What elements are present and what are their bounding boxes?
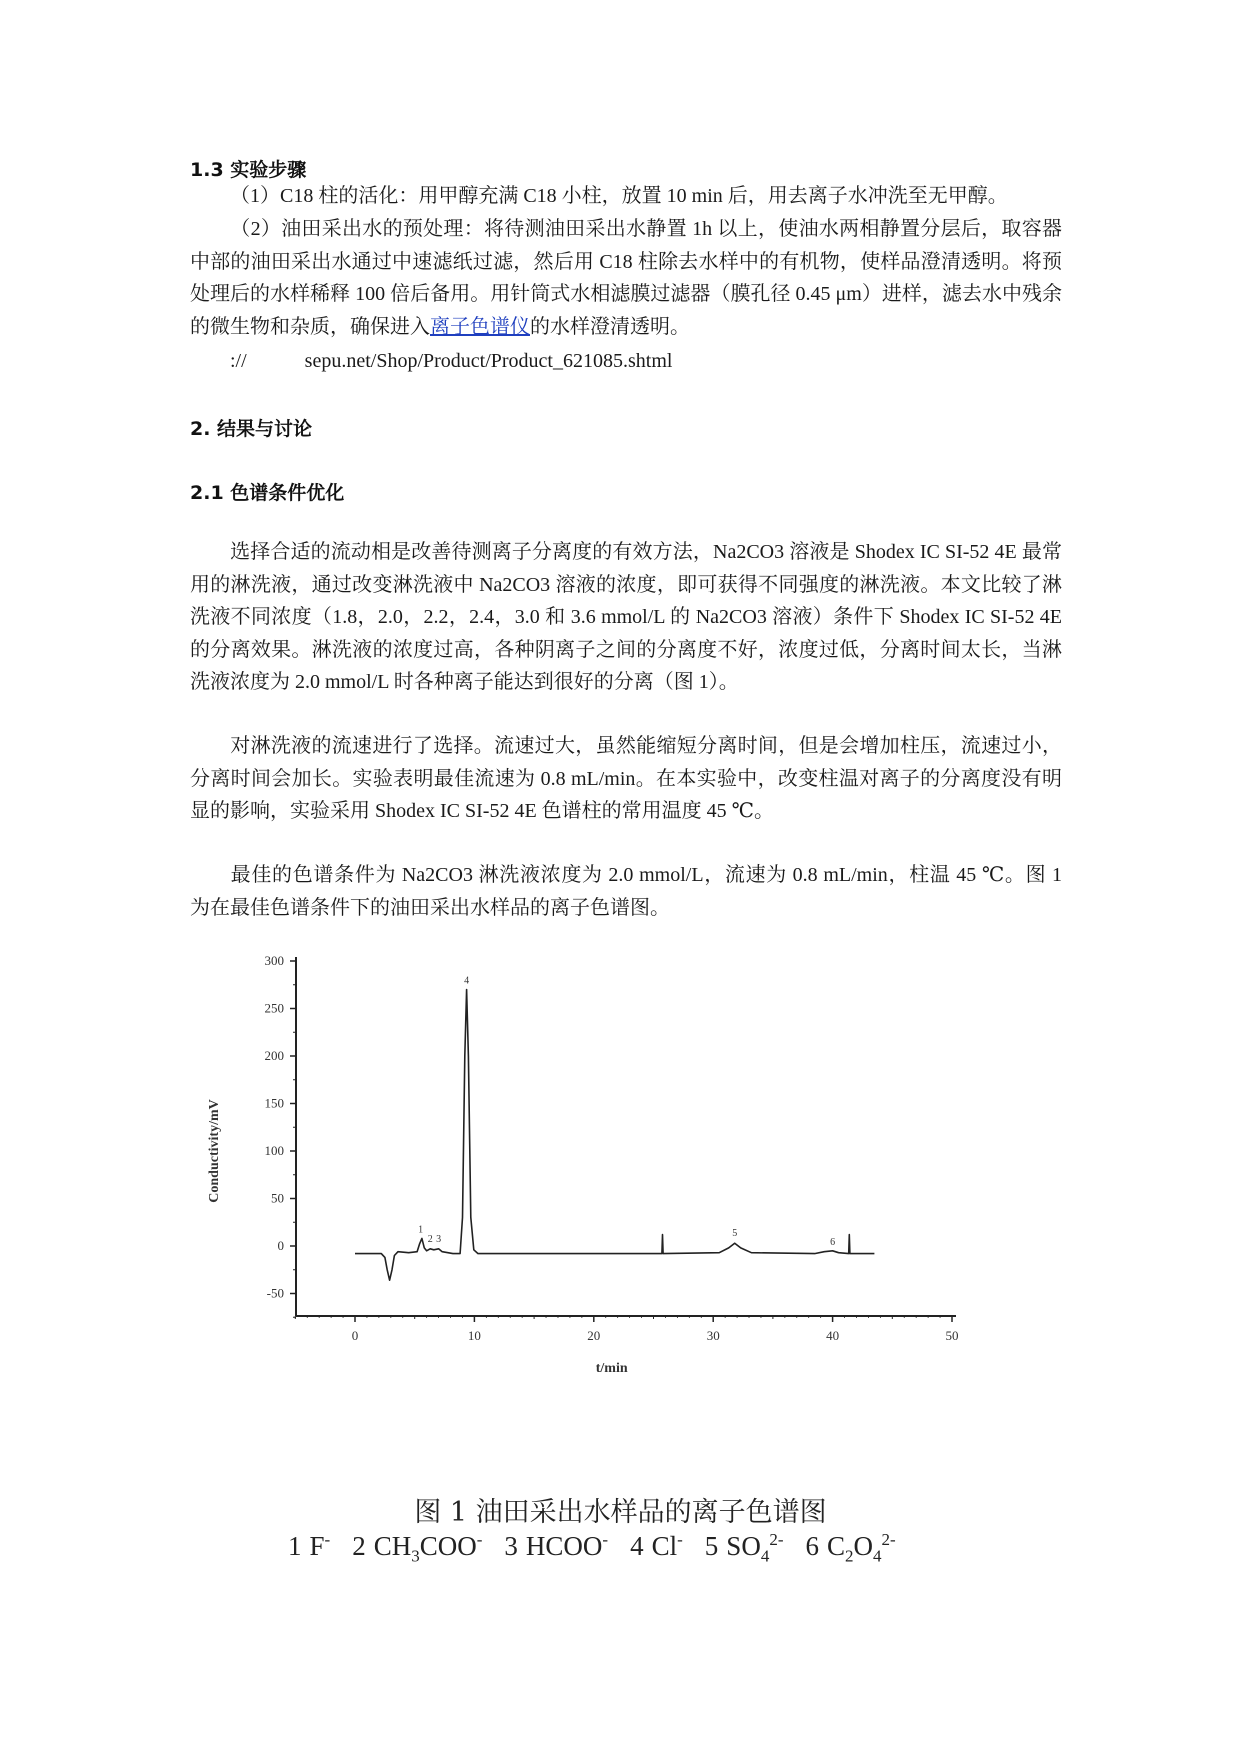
url-prefix: :// bbox=[230, 350, 247, 372]
peak-label-3: 3 bbox=[436, 1233, 442, 1245]
legend-item-2 bbox=[352, 1530, 483, 1566]
x-tick-label: 0 bbox=[351, 1328, 359, 1343]
section-heading-1-3: 1.3 实验步骤 bbox=[190, 159, 307, 181]
figure-caption: 图 1 油田采出水样品的离子色谱图 bbox=[414, 1497, 827, 1528]
x-tick-label: 20 bbox=[587, 1328, 601, 1343]
legend-ion: F- bbox=[309, 1530, 331, 1561]
section-heading-2: 2. 结果与讨论 bbox=[190, 418, 313, 440]
legend-number: 4 bbox=[630, 1531, 644, 1561]
paragraph-3-text: 最佳的色谱条件为 Na2CO3 淋洗液浓度为 2.0 mmol/L，流速为 0.8 mL/min，柱温 45 ℃。图 1 为在最佳色谱条件下的油田采出水样品的离子色谱图。 bbox=[190, 864, 1062, 919]
step-2-text: （2）油田采出水的预处理：将待测油田采出水静置 1h 以上，使油水两相静置分层后，取容器中部的油田采出水通过中速滤纸过滤，然后用 C18 柱除去水样中的有机物，使样品澄清透明。将预处理后的水样稀释 100 倍后备用。用针筒式水相滤膜过滤器（膜孔径 0.45 μm）进样，滤去水中残余的微生物和杂质，确保进入 bbox=[190, 218, 1062, 338]
peak-label-6: 6 bbox=[830, 1236, 836, 1248]
legend-item-4 bbox=[630, 1531, 683, 1561]
y-tick-label: 300 bbox=[264, 953, 284, 968]
legend-ion: HCOO- bbox=[525, 1530, 609, 1561]
x-tick-label: 40 bbox=[826, 1328, 840, 1343]
peak-label-1: 1 bbox=[418, 1224, 424, 1236]
legend-item-5 bbox=[704, 1530, 784, 1566]
ion-chromatograph-link[interactable]: 离子色谱仪 bbox=[430, 315, 530, 338]
legend-number: 6 bbox=[805, 1531, 819, 1561]
legend-item-6 bbox=[805, 1530, 896, 1566]
section-heading-2-1: 2.1 色谱条件优化 bbox=[190, 482, 345, 504]
paragraph-2-text: 对淋洗液的流速进行了选择。流速过大，虽然能缩短分离时间，但是会增加柱压，流速过小，分离时间会加长。实验表明最佳流速为 0.8 mL/min。在本实验中，改变柱温对离子的分离度没有明显的影响，实验采用 Shodex IC SI-52 4E 色谱柱的常用温度 45 ℃。 bbox=[190, 735, 1062, 822]
legend-ion: Cl- bbox=[651, 1530, 683, 1561]
chromatogram-trace bbox=[355, 990, 874, 1281]
ion-legend bbox=[288, 1530, 918, 1566]
step-2-text-end: 的水样澄清透明。 bbox=[530, 315, 690, 338]
legend-ion: $CH_3COO^-$ bbox=[373, 1530, 483, 1566]
y-tick-label: 150 bbox=[264, 1095, 284, 1111]
x-tick-label: 50 bbox=[945, 1328, 959, 1343]
legend-item-3 bbox=[504, 1531, 608, 1561]
y-tick-label: 0 bbox=[277, 1238, 284, 1253]
legend-ion: $SO_4^{2-}$ bbox=[726, 1530, 784, 1566]
legend-number: 1 bbox=[288, 1531, 302, 1561]
legend-number: 3 bbox=[504, 1531, 518, 1561]
legend-item-1 bbox=[288, 1531, 330, 1561]
peak-label-5: 5 bbox=[732, 1228, 738, 1240]
legend-ion: $C_2O_4^{2-}$ bbox=[827, 1530, 896, 1566]
peak-label-4: 4 bbox=[464, 975, 470, 987]
legend-number: 5 bbox=[704, 1531, 719, 1561]
y-axis-title: Conductivity/mV bbox=[207, 1099, 222, 1203]
y-tick-label: 100 bbox=[264, 1143, 284, 1158]
y-tick-label: 50 bbox=[271, 1190, 284, 1206]
url-text: sepu.net/Shop/Product/Product_621085.shtml bbox=[304, 350, 673, 372]
x-tick-label: 30 bbox=[706, 1328, 720, 1343]
y-tick-label: -50 bbox=[266, 1285, 284, 1301]
y-tick-label: 200 bbox=[264, 1048, 284, 1063]
paragraph-1-text: 选择合适的流动相是改善待测离子分离度的有效方法，Na2CO3 溶液是 Shodex IC SI-52 4E 最常用的淋洗液，通过改变淋洗液中 Na2CO3 溶液的浓度，即可获得不同强度的淋洗液。本文比较了淋洗液不同浓度（1.8，2.0，2.2，2.4，3.0 和 3.6 mmol/L 的 Na2CO3 溶液）条件下 Shodex IC SI-52 4E 的分离效果。淋洗液的浓度过高，各种阴离子之间的分离度不好，浓度过低，分离时间太长，当淋洗液浓度为 2.0 mmol/L 时各种离子能达到很好的分离（图 1）。 bbox=[190, 541, 1062, 693]
x-axis-title: t/min bbox=[595, 1361, 628, 1376]
x-tick-label: 10 bbox=[467, 1328, 481, 1343]
legend-number: 2 bbox=[352, 1531, 366, 1561]
y-tick-label: 250 bbox=[264, 1000, 284, 1016]
peak-label-2: 2 bbox=[427, 1233, 433, 1245]
step-1-text: （1）C18 柱的活化：用甲醇充满 C18 小柱，放置 10 min 后，用去离子水冲洗至无甲醇。 bbox=[230, 185, 1008, 207]
